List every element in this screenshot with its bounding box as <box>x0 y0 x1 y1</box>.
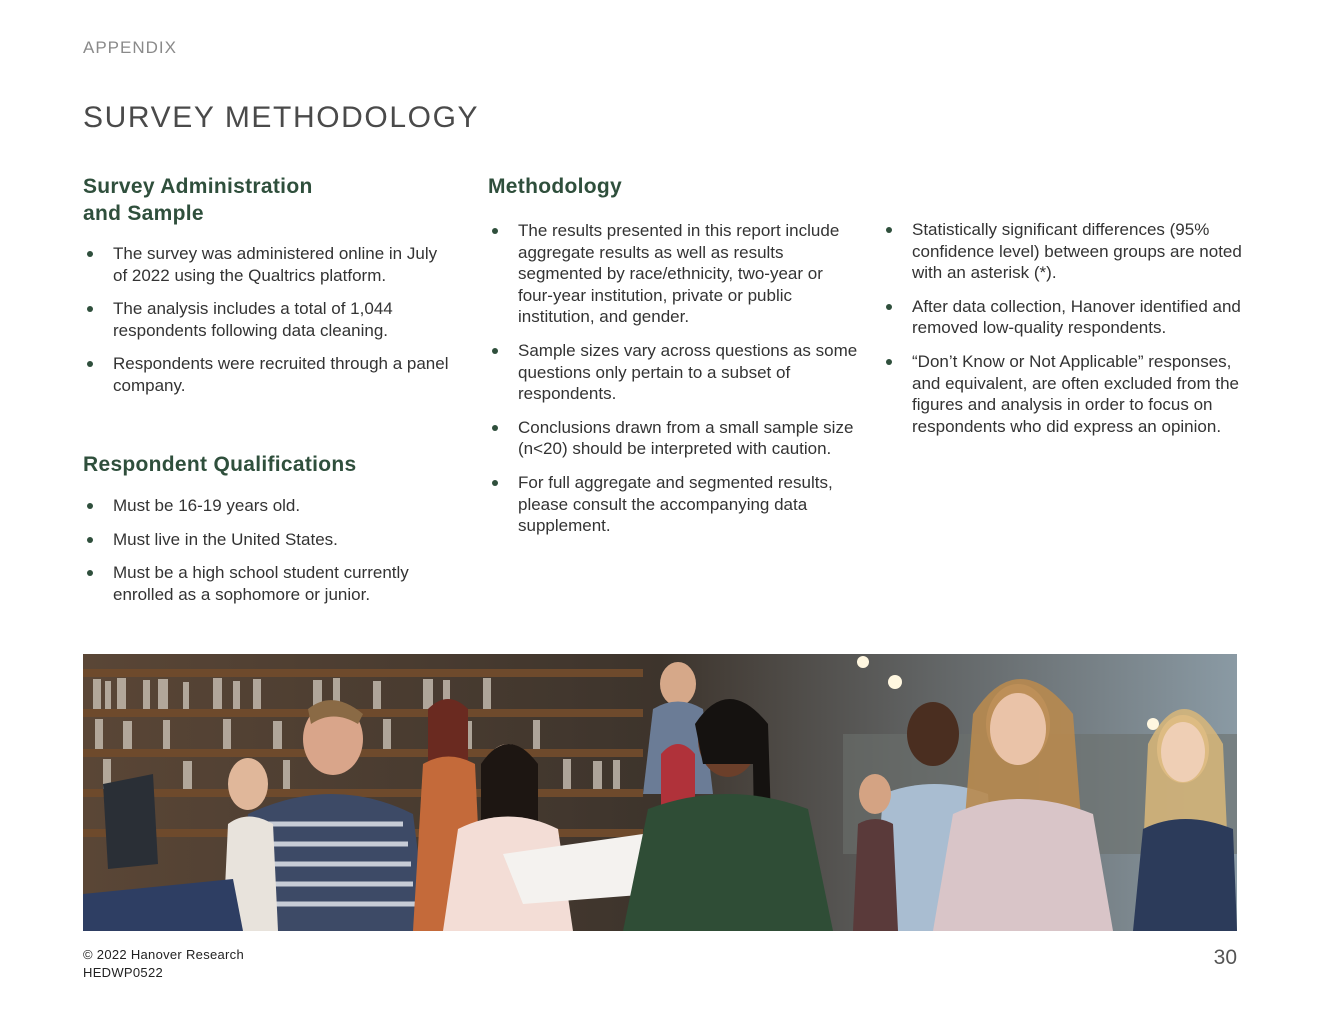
list-item: The analysis includes a total of 1,044 respondents following data cleaning. <box>83 298 453 341</box>
qualifications-list <box>83 495 453 617</box>
list-item: Sample sizes vary across questions as some questions only pertain to a subset of respondents. <box>488 340 858 405</box>
bullet-icon <box>87 361 93 367</box>
methodology-heading: Methodology <box>488 175 622 198</box>
list-item: For full aggregate and segmented results, please consult the accompanying data supplement. <box>488 472 858 537</box>
list-item: Must be a high school student currently enrolled as a sophomore or junior. <box>83 562 453 605</box>
section-label: APPENDIX <box>83 38 177 57</box>
list-item: Must live in the United States. <box>83 529 453 551</box>
bullet-icon <box>492 425 498 431</box>
administration-list <box>83 243 453 397</box>
page-number: 30 <box>1213 946 1237 969</box>
column-methodology <box>488 173 858 549</box>
list-item: Must be 16-19 years old. <box>83 495 453 517</box>
bullet-icon <box>492 480 498 486</box>
document-code: HEDWP0522 <box>83 965 164 980</box>
bullet-icon <box>886 304 892 310</box>
list-item: Conclusions drawn from a small sample size (n<20) should be interpreted with caution. <box>488 417 858 460</box>
column-administration <box>83 173 453 604</box>
methodology-list-1 <box>488 220 858 537</box>
bullet-icon <box>492 348 498 354</box>
administration-heading-line1: Survey Administration <box>83 175 313 198</box>
bullet-icon <box>87 570 93 576</box>
bullet-icon <box>87 537 93 543</box>
bullet-icon <box>87 503 93 509</box>
list-item: Respondents were recruited through a panel company. <box>83 353 453 396</box>
methodology-list-2 <box>882 219 1252 437</box>
bullet-icon <box>87 306 93 312</box>
qualifications-heading: Respondent Qualifications <box>83 453 357 476</box>
list-item: After data collection, Hanover identified and removed low-quality respondents. <box>882 296 1252 339</box>
column-methodology-continued <box>882 219 1252 449</box>
copyright-text: © 2022 Hanover Research <box>83 947 245 962</box>
students-photo <box>83 654 1237 931</box>
bullet-icon <box>886 227 892 233</box>
bullet-icon <box>886 359 892 365</box>
footer-copyright <box>83 946 244 982</box>
administration-heading-line2: and Sample <box>83 202 204 225</box>
list-item: “Don’t Know or Not Applicable” responses, and equivalent, are often excluded from the figures and analysis in order to focus on respondents who did express an opinion. <box>882 351 1252 437</box>
administration-heading <box>83 173 453 227</box>
bullet-icon <box>492 228 498 234</box>
page-title: SURVEY METHODOLOGY <box>83 101 480 134</box>
list-item: The survey was administered online in July of 2022 using the Qualtrics platform. <box>83 243 453 286</box>
list-item: Statistically significant differences (95% confidence level) between groups are noted with an asterisk (*). <box>882 219 1252 284</box>
bullet-icon <box>87 251 93 257</box>
list-item: The results presented in this report include aggregate results as well as results segmented by race/ethnicity, two-year or four-year institution, private or public institution, and gender. <box>488 220 858 328</box>
